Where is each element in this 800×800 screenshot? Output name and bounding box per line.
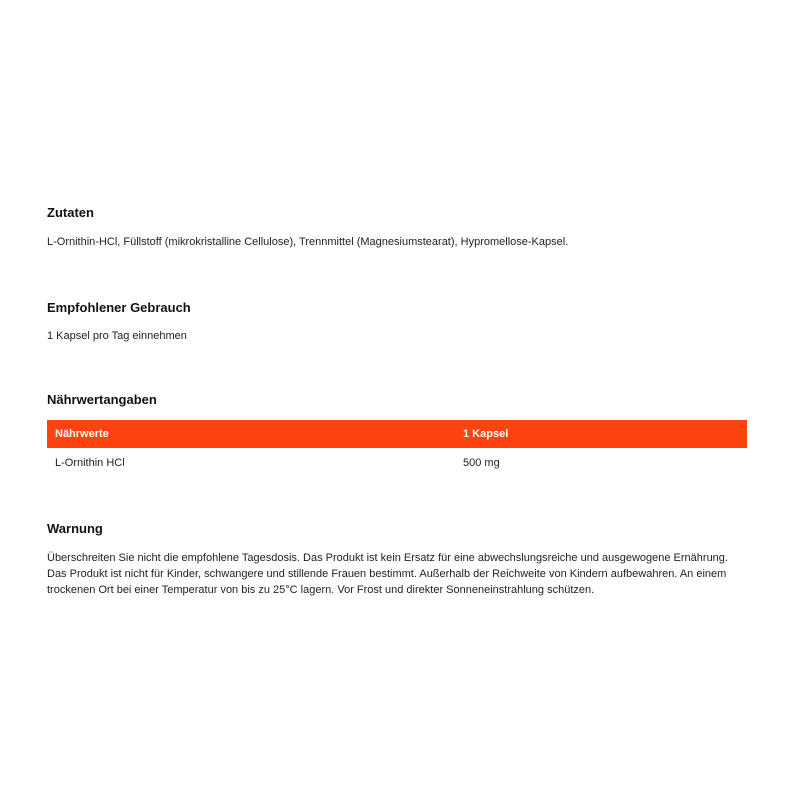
warning-text: Überschreiten Sie nicht die empfohlene Tagesdosis. Das Produkt ist kein Ersatz für eine abwechslungsreiche und ausgewogene Ernährung. Das Produkt ist nicht für Kinder, schwangere und stillende Frauen bestimmt. Außerhalb der Reichweite von Kindern aufbewahren. An einem trockenen Ort bei einer Temperatur von bis zu 25°C lagern. Vor Frost und direkter Sonneneinstrahlung schützen. <box>47 552 728 596</box>
nutrition-header-per-capsule: 1 Kapsel <box>463 428 509 440</box>
nutrition-table-header-row <box>47 420 747 448</box>
nutrition-header-nutrient: Nährwerte <box>55 428 109 440</box>
warning-section <box>47 519 747 598</box>
nutrition-cell-amount: 500 mg <box>463 456 500 469</box>
ingredients-heading: Zutaten <box>47 205 94 220</box>
nutrition-heading: Nährwertangaben <box>47 392 157 407</box>
product-details <box>47 203 747 598</box>
nutrition-section <box>47 390 747 477</box>
nutrition-cell-nutrient: L-Ornithin HCl <box>55 456 125 469</box>
table-row <box>47 448 747 477</box>
nutrition-table <box>47 420 747 477</box>
ingredients-text: L-Ornithin-HCl, Füllstoff (mikrokristalline Cellulose), Trennmittel (Magnesiumstearat), Hypromellose-Kapsel. <box>47 236 569 248</box>
usage-section <box>47 298 747 344</box>
usage-text: 1 Kapsel pro Tag einnehmen <box>47 330 187 342</box>
ingredients-section <box>47 203 747 250</box>
warning-heading: Warnung <box>47 521 103 536</box>
usage-heading: Empfohlener Gebrauch <box>47 300 191 315</box>
